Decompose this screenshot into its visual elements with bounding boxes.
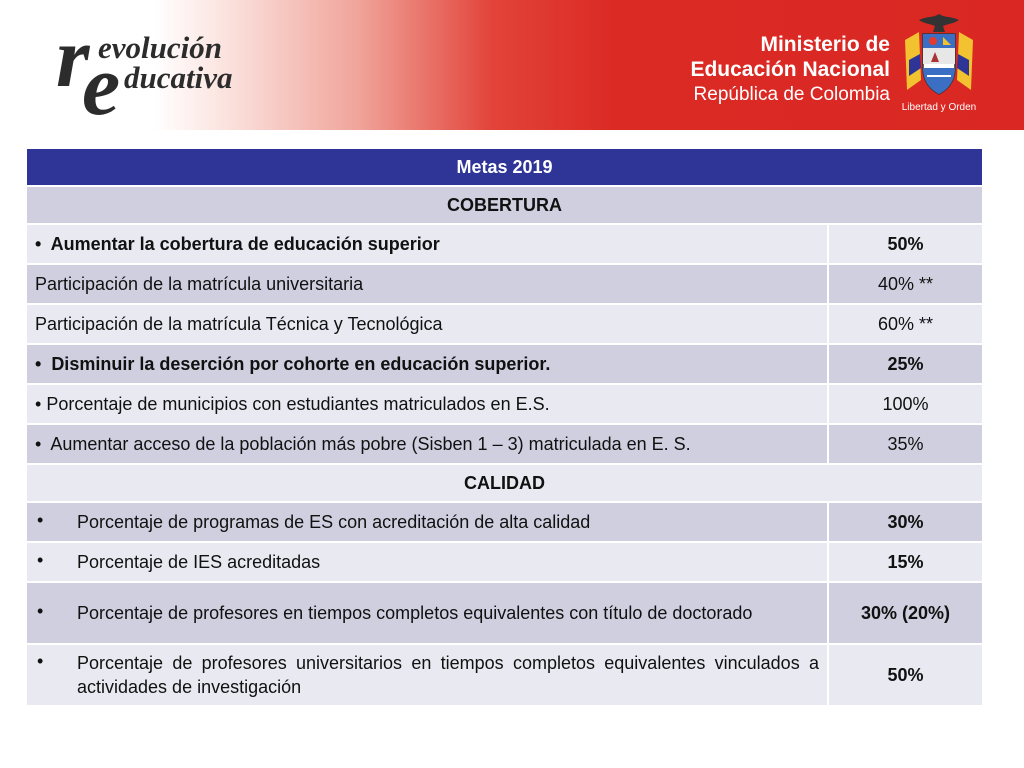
table-row [26,424,983,464]
section-header-row [26,464,983,502]
logo-line-1: evolución [98,30,222,65]
table-row [26,384,983,424]
shield-caption: Libertad y Orden [901,102,977,113]
table-row [26,644,983,706]
row-label: • Porcentaje de programas de ES con acreditación de alta calidad [26,502,828,542]
row-label: Participación de la matrícula universitaria [26,264,828,304]
section-header-row [26,186,983,224]
section-cobertura-title: COBERTURA [26,186,983,224]
row-value: 40% ** [828,264,983,304]
header-banner [0,0,1024,133]
table-row [26,264,983,304]
table-title-row [26,148,983,186]
section-calidad-title: CALIDAD [26,464,983,502]
logo-line-2: ducativa [124,60,233,95]
table-row [26,582,983,644]
row-label: • Porcentaje de IES acreditadas [26,542,828,582]
row-label: • Aumentar acceso de la población más pobre (Sisben 1 – 3) matriculada en E. S. [26,424,828,464]
coat-of-arms-icon [897,10,981,120]
row-value: 100% [828,384,983,424]
row-value: 15% [828,542,983,582]
row-value: 50% [828,224,983,264]
table-row [26,224,983,264]
row-label: • Aumentar la cobertura de educación superior [26,224,828,264]
table-row [26,502,983,542]
table-title: Metas 2019 [26,148,983,186]
table-row [26,304,983,344]
row-value: 60% ** [828,304,983,344]
revolucion-educativa-logo [52,9,262,133]
row-value: 25% [828,344,983,384]
row-label: • Porcentaje de profesores universitarios en tiempos completos equivalentes vinculados a actividades de investigación [26,644,828,706]
row-value: 35% [828,424,983,464]
logo-letter-r: r [56,9,90,105]
table-row [26,542,983,582]
row-value: 30% (20%) [828,582,983,644]
table-row [26,344,983,384]
ministry-line-1: Ministerio de [760,33,890,56]
metas-table [25,147,984,707]
logo-letter-e: e [82,37,121,133]
row-label: • Porcentaje de municipios con estudiantes matriculados en E.S. [26,384,828,424]
ministry-line-3: República de Colombia [693,84,890,105]
ministry-name [690,32,890,107]
row-label: • Disminuir la deserción por cohorte en educación superior. [26,344,828,384]
row-label: Participación de la matrícula Técnica y Tecnológica [26,304,828,344]
row-label: • Porcentaje de profesores en tiempos completos equivalentes con título de doctorado [26,582,828,644]
ministry-line-2: Educación Nacional [690,58,890,81]
row-value: 50% [828,644,983,706]
row-value: 30% [828,502,983,542]
